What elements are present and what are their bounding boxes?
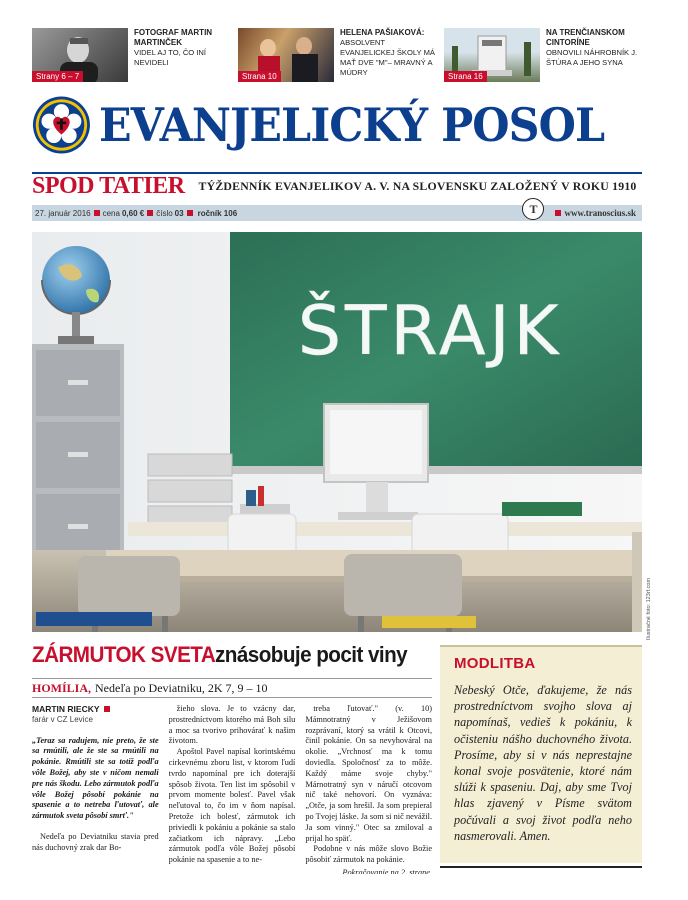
- teaser-page: Strana 16: [444, 71, 487, 82]
- teaser-text: ABSOLVENT EVANJELICKEJ ŠKOLY MÁ MAŤ DVE "M"– MRAVNÝ A MÚDRY: [340, 38, 435, 77]
- teaser-item[interactable]: [32, 28, 230, 82]
- issue-volume: ročník 106: [197, 208, 238, 218]
- headline-black: znásobuje pocit viny: [214, 642, 408, 667]
- teaser-page: Strany 6 – 7: [32, 71, 83, 82]
- divider: [440, 866, 642, 868]
- tagline: TÝŽDENNÍK EVANJELIKOV A. V. NA SLOVENSKU ZALOŽENÝ V ROKU 1910: [198, 178, 637, 193]
- bullet-icon: [147, 210, 153, 216]
- bullet-icon: [187, 210, 193, 216]
- teaser-photo: [32, 28, 128, 82]
- price-label: cena: [102, 208, 120, 218]
- article-headline[interactable]: [32, 642, 432, 672]
- teaser-page: Strana 10: [238, 71, 281, 82]
- subtitle-bar: [32, 172, 642, 198]
- teaser-photo: [238, 28, 334, 82]
- teaser-title: FOTOGRAF MARTIN MARTINČEK: [134, 28, 213, 47]
- paragraph: Nedeľa po Deviatniku stavia pred nás duchovný zrak dar Bo-: [32, 831, 159, 852]
- photo-credit: Ilustračné foto: 123rf.com: [646, 577, 652, 640]
- prayer-box: [440, 645, 642, 863]
- lead-quote: „Teraz sa radujem, nie preto, že ste sa rmútili, ale že ste sa rmútili na pokánie. Rmútili ste sa totiž podľa vôle Božej, aby ste v ničom nemali pre nás škodu. Lebo zármutok podľa vôle Božej pôsobí pokánie na spasenie a to netreba ľutovať, ale zármutok sveta pôsobí smrť.": [32, 735, 159, 821]
- bullet-icon: [94, 210, 100, 216]
- chalkboard-text: ŠTRAJK: [297, 292, 563, 371]
- number-label: číslo: [156, 208, 173, 218]
- issue-date: 27. január 2016: [35, 208, 91, 218]
- teaser-photo: [444, 28, 540, 82]
- teaser-strip: [32, 28, 642, 82]
- website[interactable]: [522, 202, 642, 224]
- teaser-title: HELENA PAŠIAKOVÁ:: [340, 28, 425, 37]
- bullet-icon: [555, 210, 561, 216]
- paragraph: treba ľutovať." (v. 10) Mámnotratný v Ježišovom rozprávaní, ktorý sa vrátil k Otcovi, činil pokánie. On sa nevyhováral na okolie. „Vrchnosť ma k tomu doviedla. Spoločnosť za to môže. Každý máme svoje chyby." Márnotratný syn v náručí otcovom nič také nehovorí. On vyznáva: „Otče, ja som hrešil. Ja som prepieral po Tvojej láske. Ja som si nič nevážil. Ja som vinný." Otec sa zmiloval a prijal ho späť.: [305, 704, 433, 843]
- prayer-heading: MODLITBA: [454, 655, 536, 672]
- article-body: [32, 704, 432, 874]
- occasion: Nedeľa po Deviatniku, 2K 7, 9 – 10: [95, 680, 268, 695]
- section-label: HOMÍLIA,: [32, 680, 92, 695]
- teaser-text: OBNOVILI NÁHROBNÍK J. ŠTÚRA A JEHO SYNA: [546, 48, 638, 67]
- paragraph: žieho slova. Je to vzácny dar, prostredníctvom ktorého má Boh silu a moc sa tvorivo prihovárať k našim životom.: [168, 704, 296, 746]
- newspaper-title: EVANJELICKÝ POSOL: [98, 98, 604, 152]
- classroom-illustration: [32, 232, 642, 632]
- author-name: MARTIN RIECKY: [32, 704, 159, 715]
- author-role: farár v CZ Levice: [32, 714, 93, 724]
- newspaper-subtitle: SPOD TATIER: [32, 172, 185, 199]
- tranoscius-logo-icon: T: [522, 198, 544, 220]
- continued-note[interactable]: Pokračovanie na 2. strane.: [342, 867, 433, 874]
- issue-info-bar: [32, 201, 642, 221]
- prayer-text: Nebeský Otče, ďakujeme, že nás prostredníctvom svojho slova aj napomínaš, vedieš k pokániu, k očisteniu nášho duchovného života. Prosíme, aby si v nás neprestajne konal svoje posvätenie, ktoré nám slúži k spaseniu. Daj, aby sme Tvoj hlas zjavený v Písme svätom počúvali a svoj život podľa neho nasmerovali. Amen.: [454, 683, 632, 843]
- issue-price: 0,60 €: [121, 208, 145, 218]
- bullet-icon: [104, 706, 110, 712]
- article-column: [305, 704, 432, 874]
- website-link[interactable]: www.tranoscius.sk: [564, 208, 636, 218]
- masthead: [32, 92, 642, 158]
- hero-photo: [32, 232, 642, 632]
- luther-rose-icon: [32, 94, 91, 156]
- issue-number: 03: [174, 208, 184, 218]
- article-kicker: [32, 678, 432, 698]
- headline-red: ZÁRMUTOK SVETA: [32, 642, 216, 667]
- paragraph: Podobne v nás môže slovo Božie pôsobiť zármutok na pokánie.: [305, 844, 433, 865]
- article-column: [169, 704, 296, 874]
- teaser-item[interactable]: [444, 28, 642, 82]
- teaser-item[interactable]: [238, 28, 436, 82]
- paragraph: Apoštol Pavel napísal korintskému cirkevnému zboru list, v ktorom ľudí tvrdo napomínal pre ich doterajší spôsob života. Ten list im spôsobil v prvom momente bolesť. Pavel však neľutoval to, čo im v ňom napísal. Pretože ich bolesť, zármutok ich priviedli k pokániu a pokánie sa stalo začiatkom ich nápravy. „Lebo zármutok podľa vôle Božej pôsobí pokánie na spasenie a to ne-: [168, 747, 296, 865]
- teaser-text: VIDEL AJ TO, ČO INÍ NEVIDELI: [134, 48, 207, 67]
- teaser-title: NA TRENČIANSKOM CINTORÍNE: [546, 28, 625, 47]
- article-column: [32, 704, 159, 874]
